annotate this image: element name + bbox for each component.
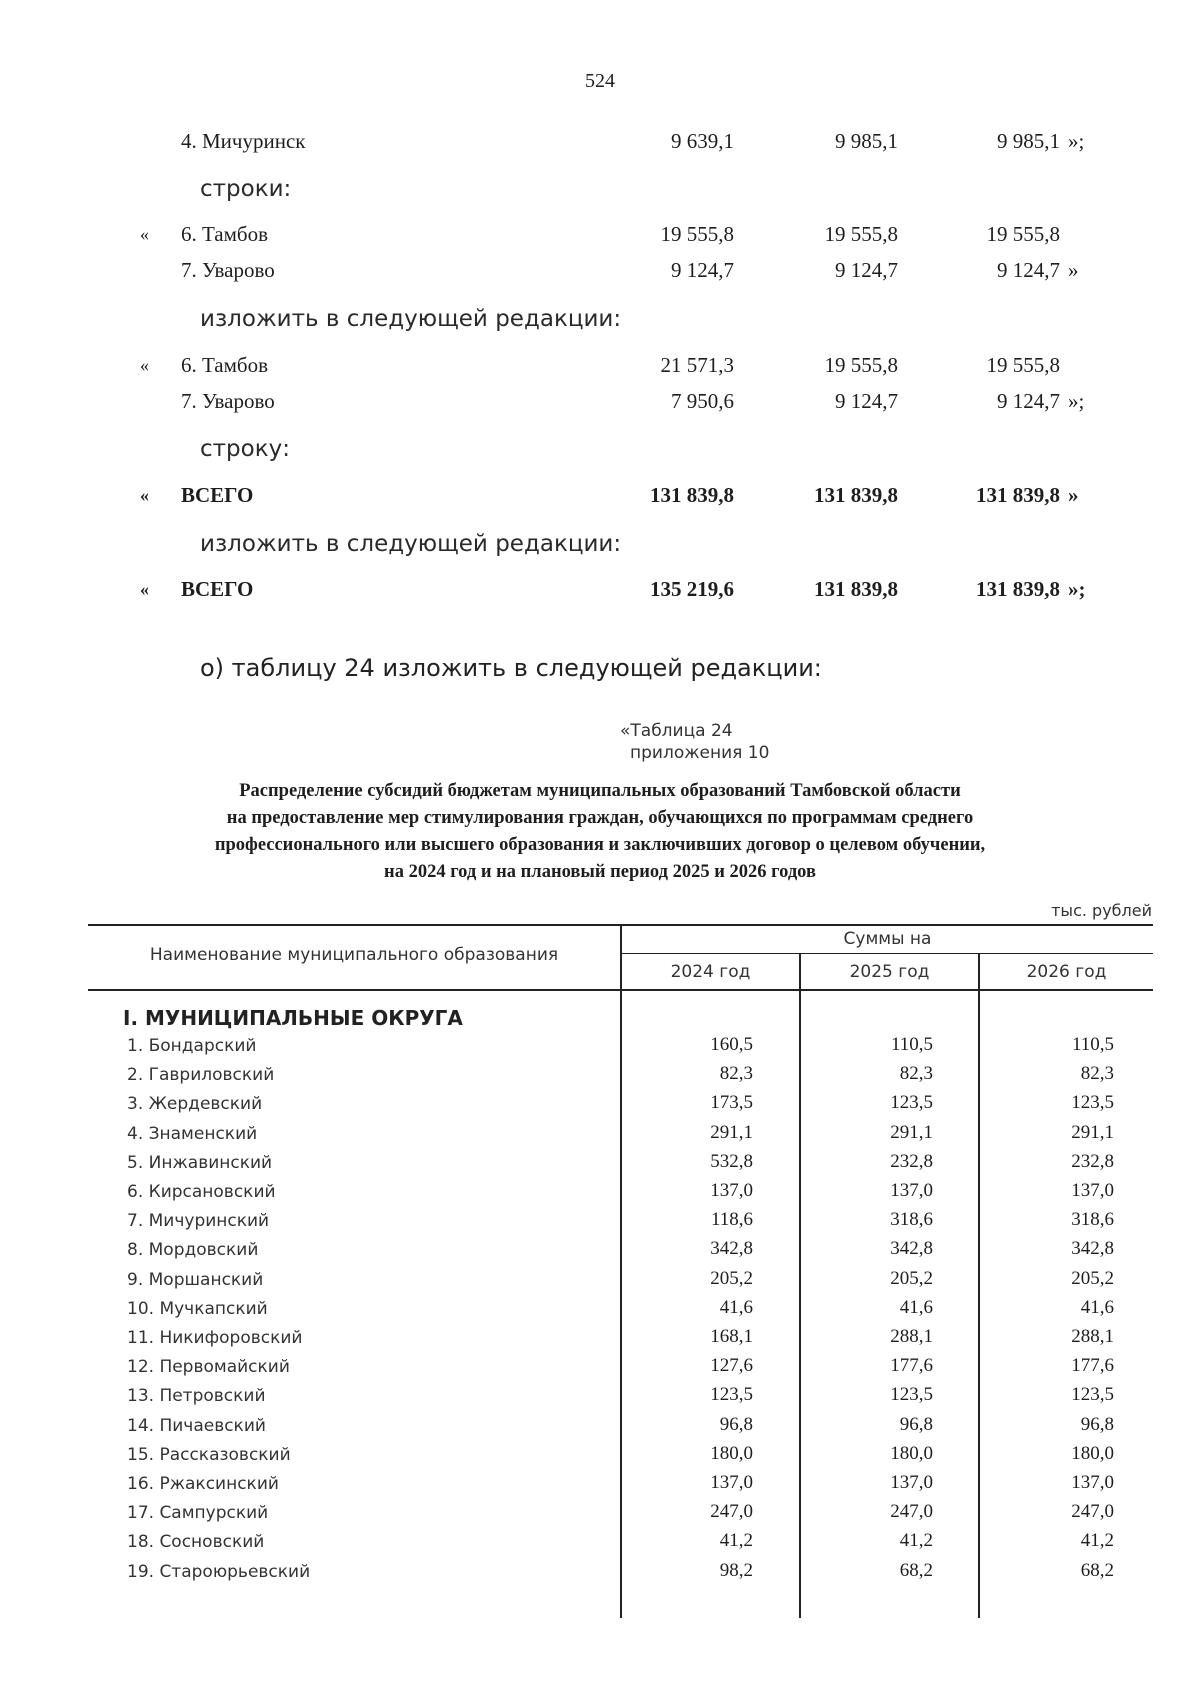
title-line: на 2024 год и на плановый период 2025 и 2026 годов [384,862,816,882]
value-2026: 137,0 [1071,1472,1114,1493]
value-2025: 232,8 [890,1150,933,1172]
value-2025: 291,1 [890,1121,933,1143]
value-2025: 9 124,7 [835,258,898,282]
column-header-name: Наименование муниципального образования [149,945,559,965]
column-header-2024: 2024 год [670,962,751,982]
row-name: 8. Мордовский [127,1240,259,1261]
row-name: 3. Жердевский [127,1094,263,1115]
value-2024: 98,2 [719,1559,753,1581]
value-2025: 123,5 [890,1092,933,1114]
table-row [0,1443,1200,1472]
value-2026: 318,6 [1071,1209,1114,1231]
close-quote: »; [1068,129,1085,153]
table-row [0,1122,1200,1151]
value-2026: 131 839,8 [976,483,1060,507]
instruction-replace: изложить в следующей редакции: [200,306,622,332]
close-quote: » [1068,483,1079,507]
paragraph-o: о) таблицу 24 изложить в следующей редакции: [200,654,822,682]
value-2024: 123,5 [710,1384,753,1406]
table-row [0,1472,1200,1501]
value-2025: 68,2 [899,1559,933,1581]
value-2025: 137,0 [890,1180,933,1201]
value-2026: 177,6 [1071,1355,1114,1377]
value-2024: 9 124,7 [671,258,734,282]
value-2025: 19 555,8 [824,353,898,377]
table-row [0,1297,1200,1326]
table-row [0,1560,1200,1589]
value-2025: 288,1 [890,1326,933,1347]
value-2024: 127,6 [710,1355,753,1377]
value-2026: 41,2 [1080,1530,1114,1552]
value-2026: 123,5 [1071,1384,1114,1406]
value-2024: 118,6 [710,1209,753,1231]
value-2026: 205,2 [1071,1267,1114,1289]
row-name: 17. Сампурский [127,1503,269,1524]
value-2026: 288,1 [1071,1326,1114,1347]
value-2026: 291,1 [1071,1121,1114,1143]
value-2024: 41,2 [719,1530,753,1552]
value-2026: 232,8 [1071,1150,1114,1172]
table-ref-line2: приложения 10 [630,743,770,763]
amendment-row [0,258,1200,288]
value-2025: 318,6 [890,1209,933,1231]
open-quote: « [140,224,149,244]
table-title [0,778,1200,886]
table-row [0,1180,1200,1209]
row-name: 5. Инжавинский [127,1152,273,1173]
table-row [0,1501,1200,1530]
value-2025: 137,0 [890,1472,933,1493]
row-name: 6. Кирсановский [127,1182,276,1202]
row-name: 10. Мучкапский [127,1298,268,1319]
row-name: 15. Рассказовский [127,1444,291,1465]
open-quote: « [140,485,149,505]
table-row [0,1151,1200,1180]
value-2026: 9 124,7 [997,258,1060,282]
value-2026: 180,0 [1071,1442,1114,1464]
title-line: профессионального или высшего образования и заключивших договор о целевом обучении, [214,835,986,855]
row-name: 11. Никифоровский [127,1328,303,1348]
close-quote: » [1068,258,1079,282]
table-row [0,1034,1200,1063]
value-2025: 96,8 [899,1413,933,1435]
value-2024: 21 571,3 [660,353,734,377]
row-name: 9. Моршанский [127,1269,264,1290]
value-2026: 247,0 [1071,1501,1114,1523]
value-2026: 123,5 [1071,1092,1114,1114]
page-number: 524 [585,70,615,92]
amendment-row [0,353,1200,383]
value-2024: 247,0 [710,1501,753,1523]
value-2025: 247,0 [890,1501,933,1523]
title-line: на предоставление мер стимулирования граждан, обучающихся по программам среднего [226,808,974,828]
row-name: 13. Петровский [127,1386,266,1407]
value-2026: 82,3 [1080,1063,1114,1085]
value-2026: 110,5 [1071,1034,1114,1055]
amendment-row [0,129,1200,159]
amendment-row [0,389,1200,419]
value-2026: 19 555,8 [986,353,1060,377]
value-2024: 532,8 [710,1150,753,1172]
value-2025: 342,8 [890,1238,933,1260]
table-ref-line1: «Таблица 24 [620,721,733,741]
table-row [0,1530,1200,1559]
row-name: ВСЕГО [181,577,254,601]
open-quote: « [140,579,149,599]
open-quote: « [140,355,149,375]
row-name: ВСЕГО [181,483,254,507]
unit-label: тыс. рублей [1051,901,1152,920]
row-name: 12. Первомайский [127,1357,290,1378]
value-2024: 19 555,8 [660,222,734,246]
close-quote: »; [1068,389,1085,413]
value-2026: 96,8 [1080,1413,1114,1435]
value-2025: 180,0 [890,1442,933,1464]
value-2025: 131 839,8 [814,483,898,507]
row-name: 16. Ржаксинский [127,1474,279,1494]
value-2026: 41,6 [1080,1296,1114,1318]
value-2025: 110,5 [890,1034,933,1055]
value-2024: 137,0 [710,1472,753,1493]
section-title: I. МУНИЦИПАЛЬНЫЕ ОКРУГА [123,1006,463,1030]
close-quote: »; [1068,577,1086,601]
value-2024: 9 639,1 [671,129,734,153]
value-2024: 96,8 [719,1413,753,1435]
value-2024: 135 219,6 [650,577,734,601]
table-row [0,1326,1200,1355]
amendment-row [0,222,1200,252]
row-name: 4. Мичуринск [181,129,306,153]
group-rule [621,953,1153,954]
value-2024: 173,5 [710,1092,753,1114]
value-2024: 180,0 [710,1442,753,1464]
value-2026: 9 985,1 [997,129,1060,153]
value-2024: 137,0 [710,1180,753,1201]
table-row [0,1063,1200,1092]
table-row [0,1355,1200,1384]
value-2025: 205,2 [890,1267,933,1289]
value-2024: 131 839,8 [650,483,734,507]
row-name: 7. Уварово [181,258,275,282]
value-2024: 168,1 [710,1326,753,1347]
title-line: Распределение субсидий бюджетам муниципальных образований Тамбовской области [239,781,961,801]
table-row [0,1092,1200,1121]
value-2026: 9 124,7 [997,389,1060,413]
value-2026: 19 555,8 [986,222,1060,246]
value-2025: 177,6 [890,1355,933,1377]
row-name: 18. Сосновский [127,1532,265,1553]
table-row [0,1238,1200,1267]
table-row [0,1414,1200,1443]
table-row [0,1384,1200,1413]
column-header-2026: 2026 год [1026,962,1107,982]
value-2024: 7 950,6 [671,389,734,413]
value-2026: 68,2 [1080,1559,1114,1581]
table-row [0,1268,1200,1297]
instruction-row: строку: [200,436,290,462]
row-name: 7. Уварово [181,389,275,413]
row-name: 14. Пичаевский [127,1415,266,1436]
column-header-group: Суммы на [843,929,932,949]
value-2026: 131 839,8 [976,577,1060,601]
value-2026: 342,8 [1071,1238,1114,1260]
value-2024: 41,6 [719,1296,753,1318]
value-2025: 41,6 [899,1296,933,1318]
table-row [0,1209,1200,1238]
instruction-rows: строки: [200,176,292,202]
value-2025: 131 839,8 [814,577,898,601]
row-name: 19. Староюрьевский [127,1561,311,1582]
row-name: 7. Мичуринский [127,1211,270,1232]
value-2025: 123,5 [890,1384,933,1406]
row-name: 2. Гавриловский [127,1065,275,1086]
value-2024: 342,8 [710,1238,753,1260]
value-2025: 9 985,1 [835,129,898,153]
value-2025: 41,2 [899,1530,933,1552]
value-2024: 82,3 [719,1063,753,1085]
value-2024: 160,5 [710,1034,753,1055]
value-2025: 82,3 [899,1063,933,1085]
value-2025: 9 124,7 [835,389,898,413]
instruction-replace: изложить в следующей редакции: [200,531,622,557]
value-2024: 291,1 [710,1121,753,1143]
row-name: 6. Тамбов [181,222,269,246]
row-name: 6. Тамбов [181,353,269,377]
row-name: 1. Бондарский [127,1036,257,1056]
value-2024: 205,2 [710,1267,753,1289]
column-header-2025: 2025 год [849,962,930,982]
value-2026: 137,0 [1071,1180,1114,1201]
value-2025: 19 555,8 [824,222,898,246]
amendment-total-row [0,577,1200,607]
row-name: 4. Знаменский [127,1123,258,1144]
amendment-total-row [0,483,1200,513]
